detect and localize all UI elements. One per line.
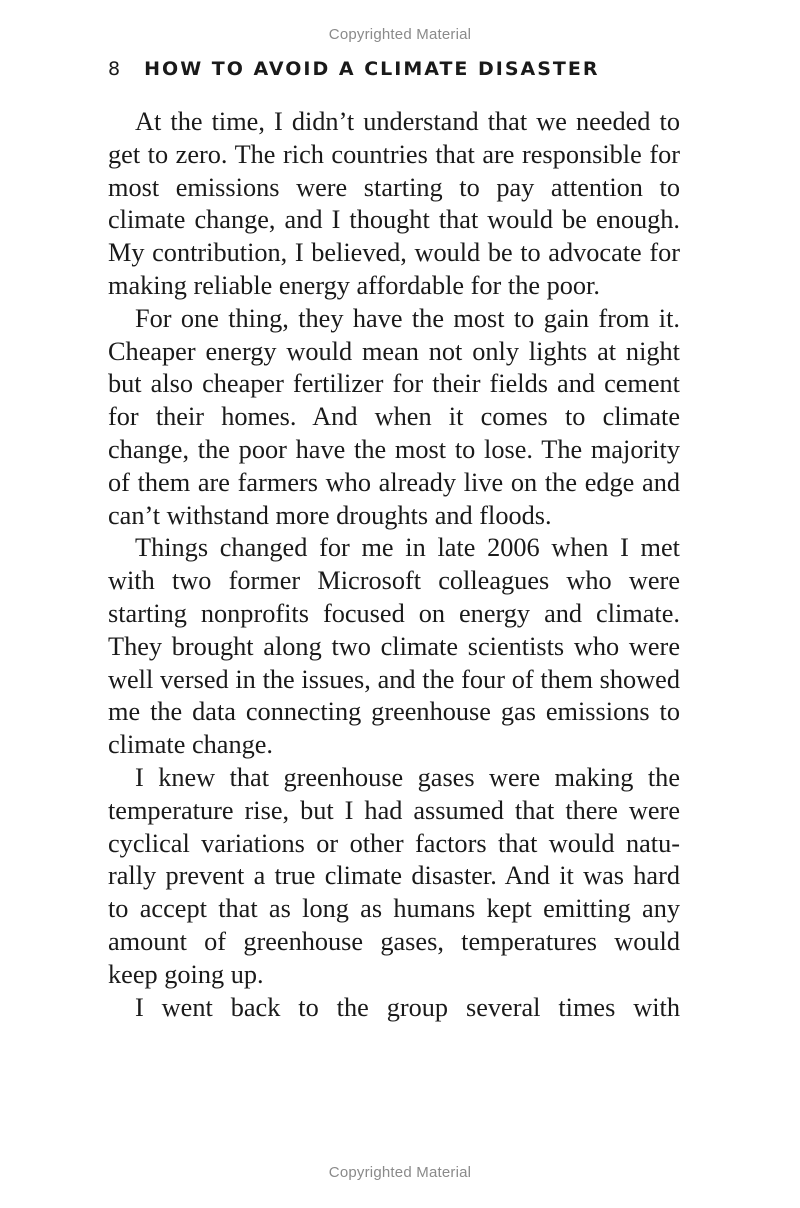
copyright-watermark-top: Copyrighted Material <box>328 26 472 43</box>
copyright-watermark-bottom: Copyrighted Material <box>328 1164 472 1181</box>
book-title: HOW TO AVOID A CLIMATE DISASTER <box>144 58 600 80</box>
paragraph-1: At the time, I didn’t understand that we needed to get to zero. The rich countries that are responsible for most emissions were starting to pay attention to climate change, and I thought that would be enough. My contribution, I believed, would be to advocate for making reliable energy affordable for the poor. <box>108 107 680 300</box>
paragraph-2: For one thing, they have the most to gain from it. Cheaper energy would mean not only lights at night but also cheaper fertilizer for their fields and cement for their homes. And when it comes to climate change, the poor have the most to lose. The majority of them are farmers who already live on the edge and can’t withstand more droughts and floods. <box>108 303 680 530</box>
page-number: 8 <box>108 58 123 80</box>
paragraph-5: I went back to the group several times with <box>135 992 680 1022</box>
paragraph-3: Things changed for me in late 2006 when I met with two former Microsoft colleagues who were starting nonprofits focused on energy and climate. They brought along two climate scientists who were well versed in the issues, and the four of them showed me the data connecting greenhouse gas emissions to climate change. <box>108 533 680 760</box>
paragraph-4: I knew that greenhouse gases were making the temperature rise, but I had assumed that there were cyclical variations or other factors that would naturally prevent a true climate disaster. And it was hard to accept that as long as humans kept emitting any amount of greenhouse gases, temperatures would keep going up. <box>108 762 680 989</box>
running-head <box>108 58 600 80</box>
body-text <box>108 106 680 1024</box>
